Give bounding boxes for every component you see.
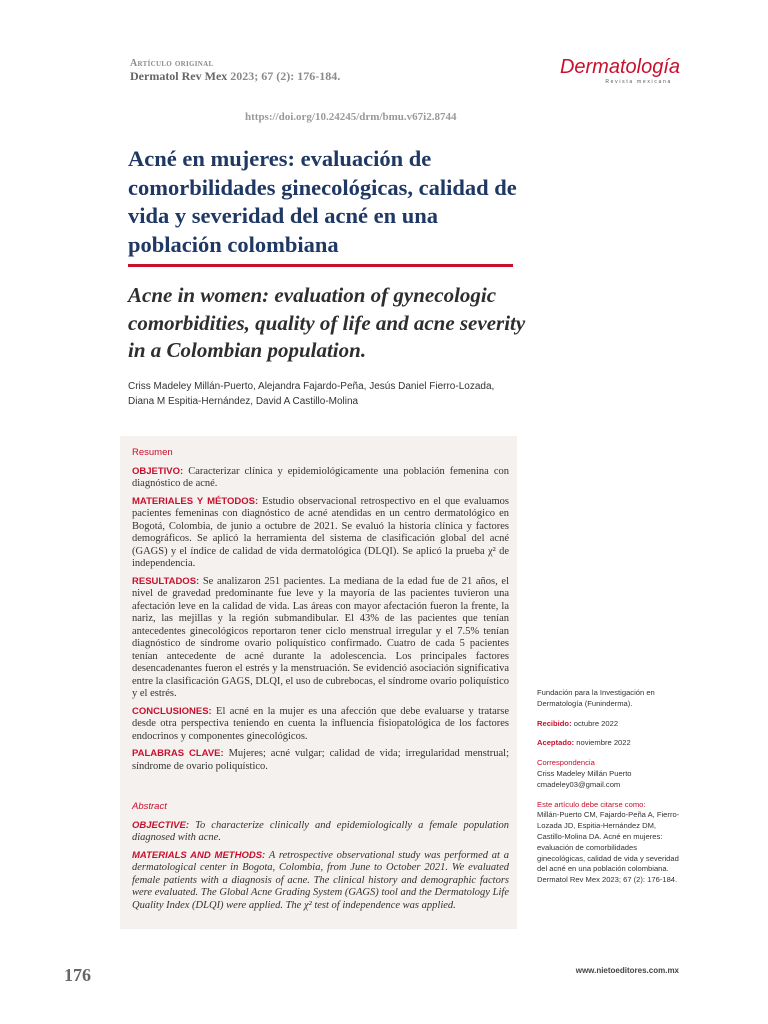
article-sidebar (537, 688, 683, 886)
objective-label: OBJETIVO: (132, 465, 184, 477)
title-english: Acne in women: evaluation of gynecologic comorbidities, quality of life and acne severity in a Colombian population. (128, 283, 526, 362)
title-divider (128, 264, 513, 267)
received-label: Recibido: (537, 718, 572, 728)
correspondence-name: Criss Madeley Millán Puerto (537, 768, 632, 778)
objective-en-text: To characterize clinically and epidemiologically a female population diagnosed with acne. (132, 819, 509, 843)
journal-reference (130, 69, 340, 84)
keywords-text: Mujeres; acné vulgar; calidad de vida; irregularidad menstrual; síndrome de ovario poliquístico. (132, 748, 509, 772)
journal-logo (545, 56, 680, 85)
received-value: octubre 2022 (571, 718, 619, 728)
methods-en-text: A retrospective observational study was performed at a dermatological center in Bogota, Colombia, from June to October 2021. We evaluated female patients with a diagnosis of acne. The clinical history and demographic factors were evaluated. The Global Acne Grading System (GAGS) tool and the Dermatology Life Quality Index (DLQI) were applied. The χ² test of independence was applied. (132, 849, 509, 911)
page-number: 176 (64, 965, 91, 985)
abstract-conclusions (132, 706, 509, 744)
methods-text: Estudio observacional retrospectivo en el que evaluamos pacientes femeninas con diagnóstico de acné atendidas en un centro dermatológico en Bogotá, Colombia, de junio a octubre de 2021. Se evaluó la historia clínica y factores demográficos. Se aplicó la herramienta del sistema de clasificación global del acné (GAGS) y el índice de calidad de vida dermatológica (DLQI). Se aplicó la prueba χ² de independencia. (132, 495, 509, 569)
citation-label: Este artículo debe citarse como: (537, 799, 646, 809)
publisher-website[interactable]: www.nietoeditores.com.mx (575, 966, 679, 975)
title-spanish: Acné en mujeres: evaluación de comorbilidades ginecológicas, calidad de vida y severidad del acné en una población colombiana (128, 146, 517, 257)
abstract-heading: Resumen (132, 447, 173, 458)
accepted-date (537, 738, 683, 749)
conclusions-label: CONCLUSIONES: (132, 705, 212, 717)
abstract-en-objective (132, 820, 509, 845)
abstract-results (132, 576, 509, 701)
results-text: Se analizaron 251 pacientes. La mediana de la edad fue de 21 años, el nivel de gravedad predominante fue leve y la mayoría de las pacientes tuvieron una afectación leve en la calidad de vida. Las áreas con mayor afectación fueron la frente, la nariz, las mejillas y la región submandibular. El 43% de las pacientes que tenían antecedentes ginecológicos reportaron tener ciclo menstrual irregular y el 7.5% tenían diagnóstico de síndrome ovario poliquístico confirmado. Cuatro de cada 5 pacientes tenían antecedente de acné durante la adolescencia. Los principales factores desencadenantes fueron el estrés y la menstruación. Se evidenció asociación significativa entre la clasificación GAGS, DLQI, el uso de cubrebocas, el síndrome ovario poliquístico y el estrés. (132, 575, 510, 699)
abstract-english (132, 801, 509, 917)
journal-name: Dermatol Rev Mex (130, 69, 228, 83)
author-list: Criss Madeley Millán-Puerto, Alejandra Fajardo-Peña, Jesús Daniel Fierro-Lozada, Diana M Espitia-Hernández, David A Castillo-Molina (128, 381, 495, 407)
keywords-label: PALABRAS CLAVE: (132, 748, 224, 759)
objective-en-label: OBJECTIVE: (132, 819, 190, 831)
logo-name: Dermatología (559, 56, 680, 78)
abstract-objective (132, 466, 509, 491)
doi-link[interactable]: https://doi.org/10.24245/drm/bmu.v67i2.8744 (245, 111, 457, 123)
objective-text: Caracterizar clínica y epidemiológicamente una población femenina con diagnóstico de acné. (132, 465, 509, 489)
citation-text: Millán-Puerto CM, Fajardo-Peña A, Fierro-Lozada JD, Espitia-Hernández DM, Castillo-Molina DA. Acné en mujeres: evaluación de comorbilidades ginecológicas, calidad de vida y severidad del acné en una población colombiana. Dermatol Rev Mex 2023; 67 (2): 176-184. (537, 810, 680, 885)
abstract-spanish (132, 447, 509, 778)
received-date (537, 719, 683, 730)
methods-label: MATERIALES Y MÉTODOS: (132, 495, 259, 507)
results-label: RESULTADOS: (132, 575, 200, 587)
correspondence-email[interactable]: cmadeley03@gmail.com (537, 779, 621, 789)
abstract-methods (132, 496, 509, 571)
logo-subtitle: Revista mexicana (605, 79, 672, 85)
affiliation: Fundación para la Investigación en Dermatología (Funinderma). (537, 688, 655, 708)
abstract-keywords (132, 748, 509, 773)
accepted-value: noviembre 2022 (574, 738, 631, 748)
abstract-en-methods (132, 850, 509, 913)
conclusions-text: El acné en la mujer es una afección que debe evaluarse y tratarse desde otra perspectiva teniendo en cuenta la influencia fisiopatológica de los factores endocrinos y componentes ginecológicos. (132, 705, 509, 742)
methods-en-label: MATERIALS AND METHODS: (132, 849, 266, 861)
journal-volume: 2023; 67 (2): 176-184. (227, 69, 341, 83)
abstract-en-heading: Abstract (132, 801, 167, 812)
correspondence-label: Correspondencia (537, 758, 595, 768)
article-type: Artículo original (130, 58, 214, 69)
accepted-label: Aceptado: (537, 738, 575, 748)
